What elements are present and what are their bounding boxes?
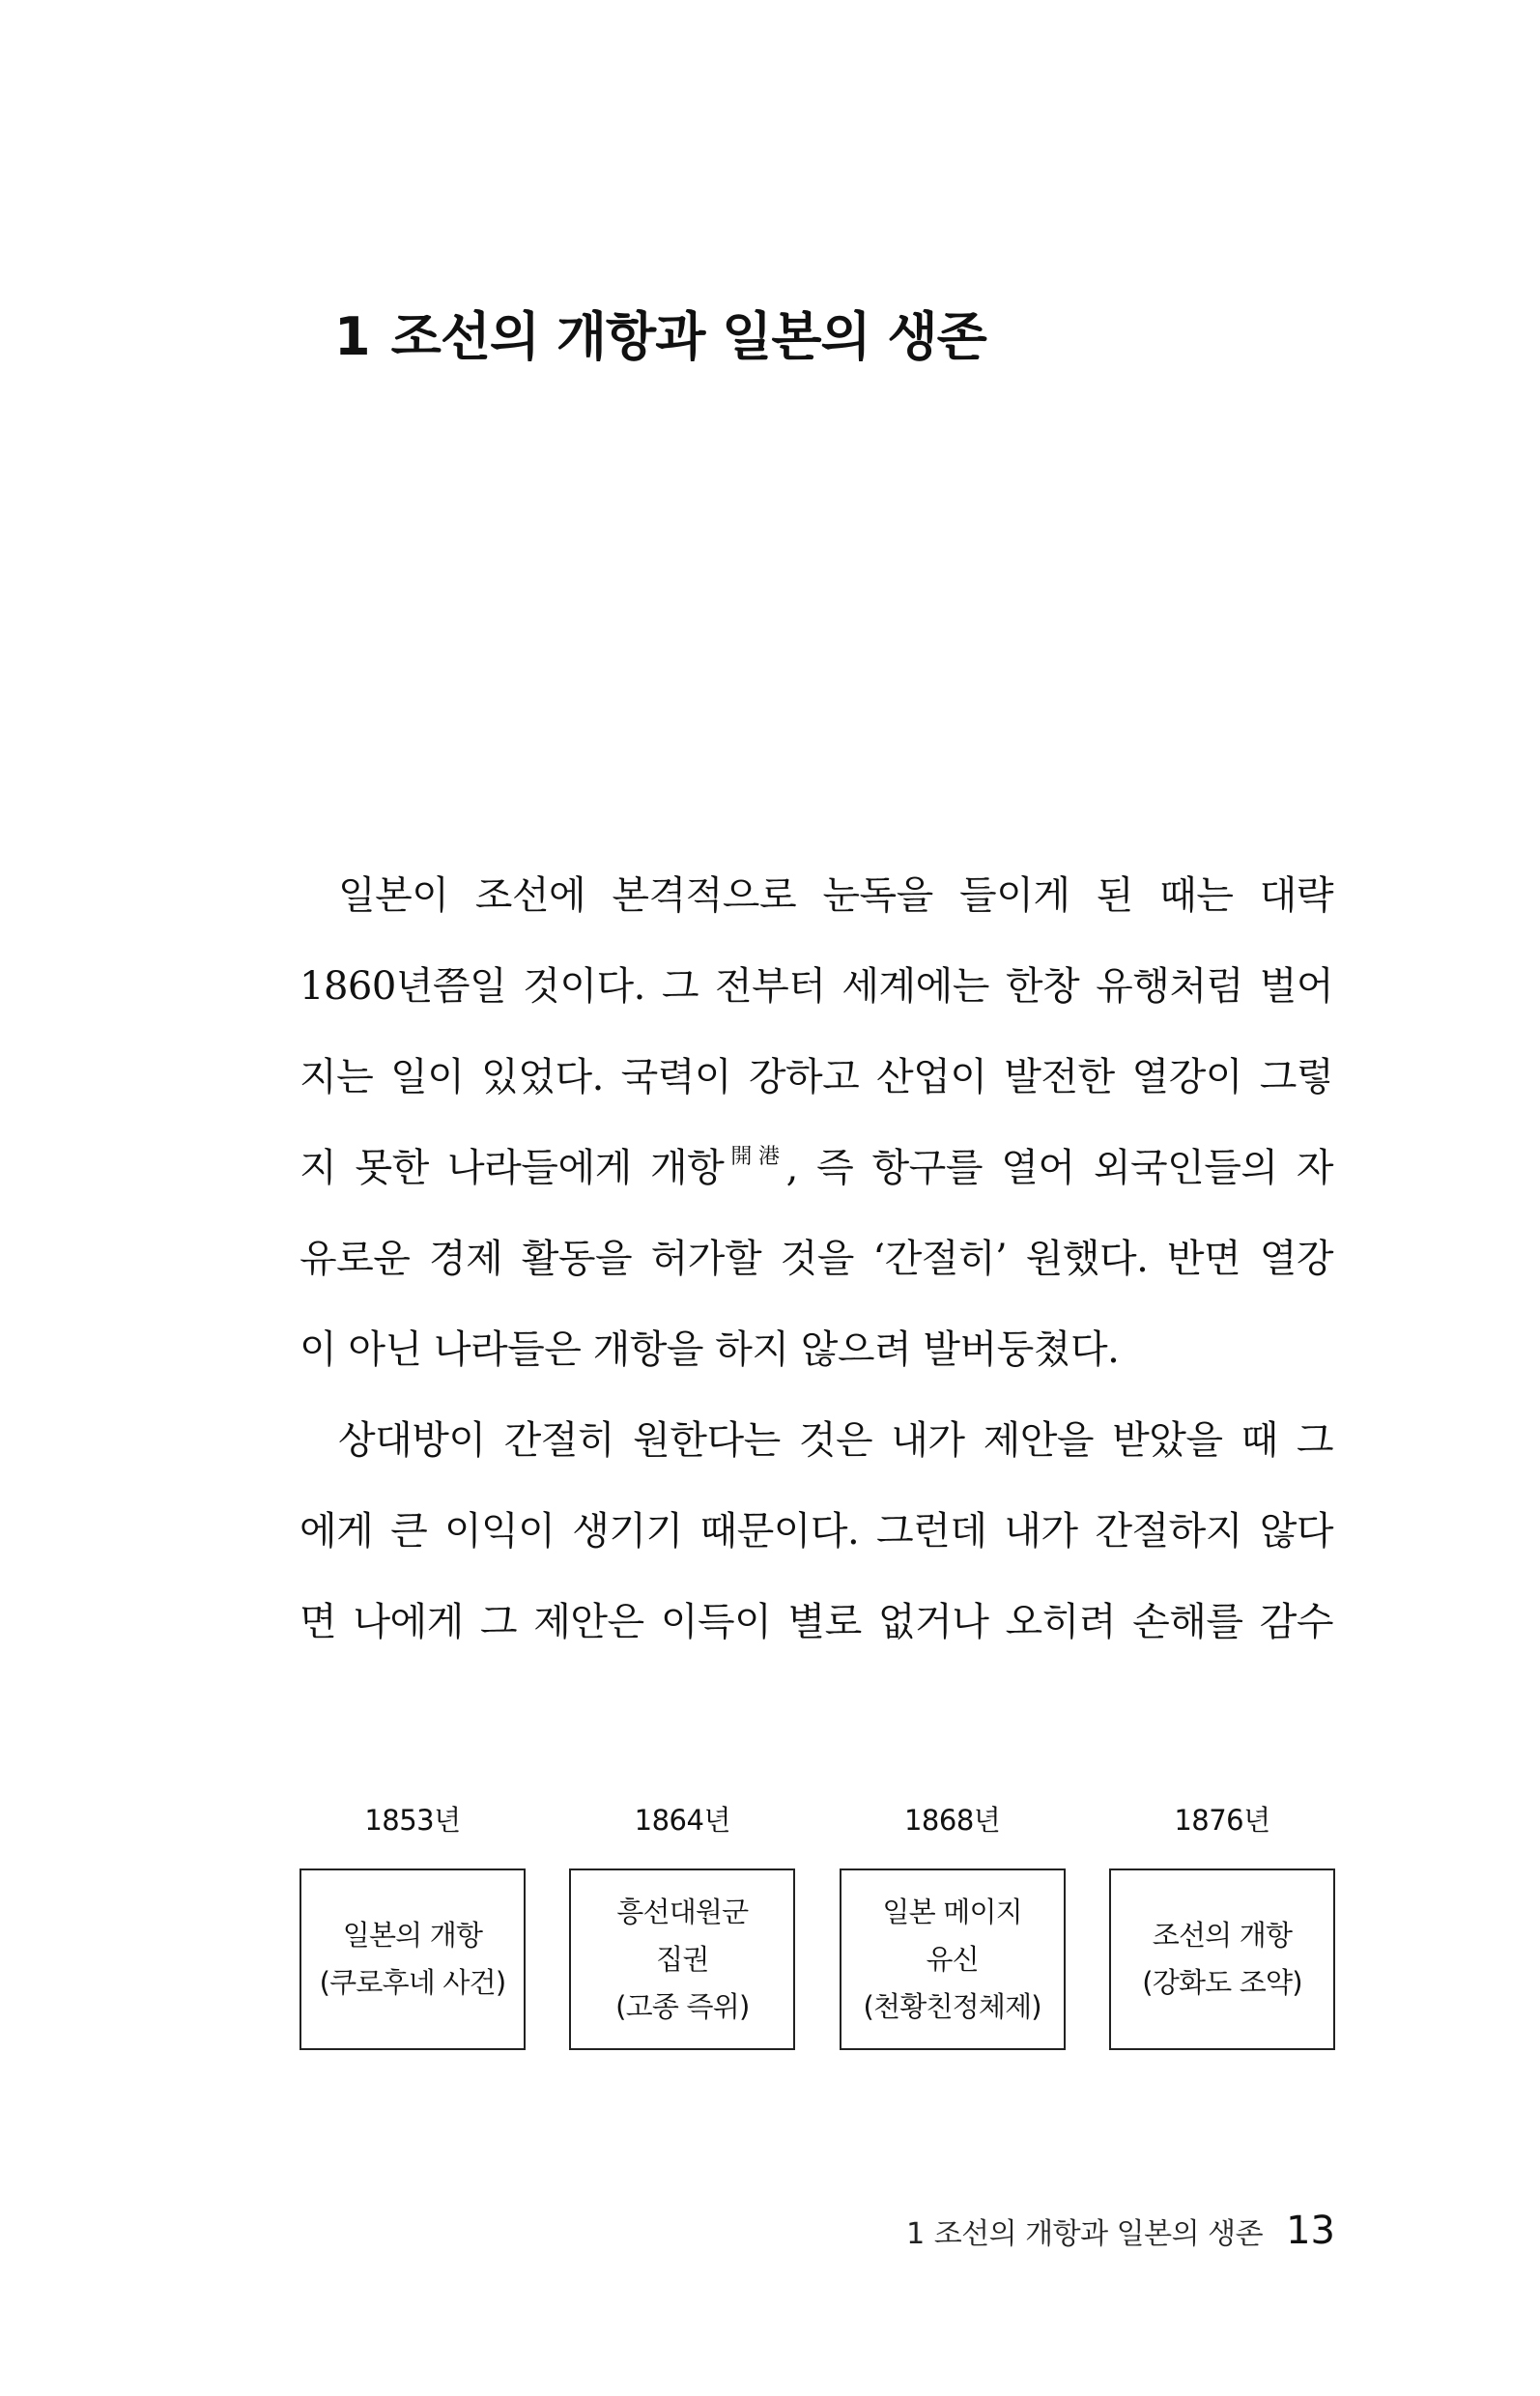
paragraph-line: 유로운 경제 활동을 허가할 것을 ‘간절히’ 원했다. 반면 열강 (299, 1237, 1333, 1281)
paragraph-line: 지는 일이 있었다. 국력이 강하고 산업이 발전한 열강이 그렇 (299, 1055, 1333, 1099)
timeline-year: 1864년 (634, 1804, 730, 1837)
timeline-box (1109, 1868, 1335, 2050)
timeline-box (569, 1868, 795, 2050)
timeline-text: (고종 즉위) (615, 1989, 750, 2023)
timeline (299, 1799, 1335, 2050)
paragraph-line: 이 아닌 나라들은 개항을 하지 않으려 발버둥쳤다. (299, 1327, 1120, 1372)
body-text (299, 850, 1333, 1668)
timeline-year: 1853년 (364, 1804, 461, 1837)
chapter-title (334, 296, 986, 370)
timeline-text: 흥선대원군 (616, 1895, 749, 1928)
page-number: 13 (1286, 2209, 1335, 2253)
running-footer (906, 2209, 1335, 2253)
timeline-text: 일본의 개항 (342, 1919, 483, 1952)
chapter-title-text: 조선의 개항과 일본의 생존 (390, 306, 986, 367)
paragraph-line: 상대방이 간절히 원한다는 것은 내가 제안을 받았을 때 그 (338, 1418, 1333, 1463)
timeline-box (299, 1868, 526, 2050)
paragraph-line: 일본이 조선에 본격적으로 눈독을 들이게 된 때는 대략 (338, 873, 1333, 918)
timeline-year: 1868년 (903, 1804, 1001, 1837)
timeline-text: 조선의 개항 (1152, 1919, 1293, 1952)
timeline-text: (천황친정체제) (863, 1989, 1041, 2023)
timeline-event (299, 1799, 526, 2050)
footer-chapter-number: 1 (906, 2217, 925, 2251)
paragraph-text: 지 못한 나라들에게 개항 (299, 1146, 725, 1190)
footer-chapter-title (906, 2210, 1263, 2252)
hanja-annotation: 開港 (724, 1145, 786, 1169)
footer-chapter-text: 조선의 개항과 일본의 생존 (933, 2217, 1264, 2251)
timeline-text: (쿠로후네 사건) (319, 1966, 506, 1999)
timeline-event (1109, 1799, 1335, 2050)
paragraph-line: 에게 큰 이익이 생기기 때문이다. 그런데 내가 간절하지 않다 (299, 1509, 1333, 1554)
paragraph-line: 면 나에게 그 제안은 이득이 별로 없거나 오히려 손해를 감수 (299, 1600, 1333, 1644)
chapter-number: 1 (334, 306, 370, 367)
timeline-box (840, 1868, 1066, 2050)
paragraph-text: , 즉 항구를 열어 외국인들의 자 (785, 1146, 1333, 1190)
timeline-text: 집권 (656, 1942, 709, 1976)
timeline-text: 일본 메이지 (882, 1895, 1022, 1928)
paragraph-line: 1860년쯤일 것이다. 그 전부터 세계에는 한창 유행처럼 벌어 (299, 964, 1333, 1009)
timeline-event (840, 1799, 1066, 2050)
paragraph-line (299, 1123, 1333, 1213)
timeline-text: (강화도 조약) (1142, 1966, 1302, 1999)
timeline-text: 유신 (926, 1942, 979, 1976)
timeline-year: 1876년 (1174, 1804, 1270, 1837)
timeline-event (569, 1799, 795, 2050)
